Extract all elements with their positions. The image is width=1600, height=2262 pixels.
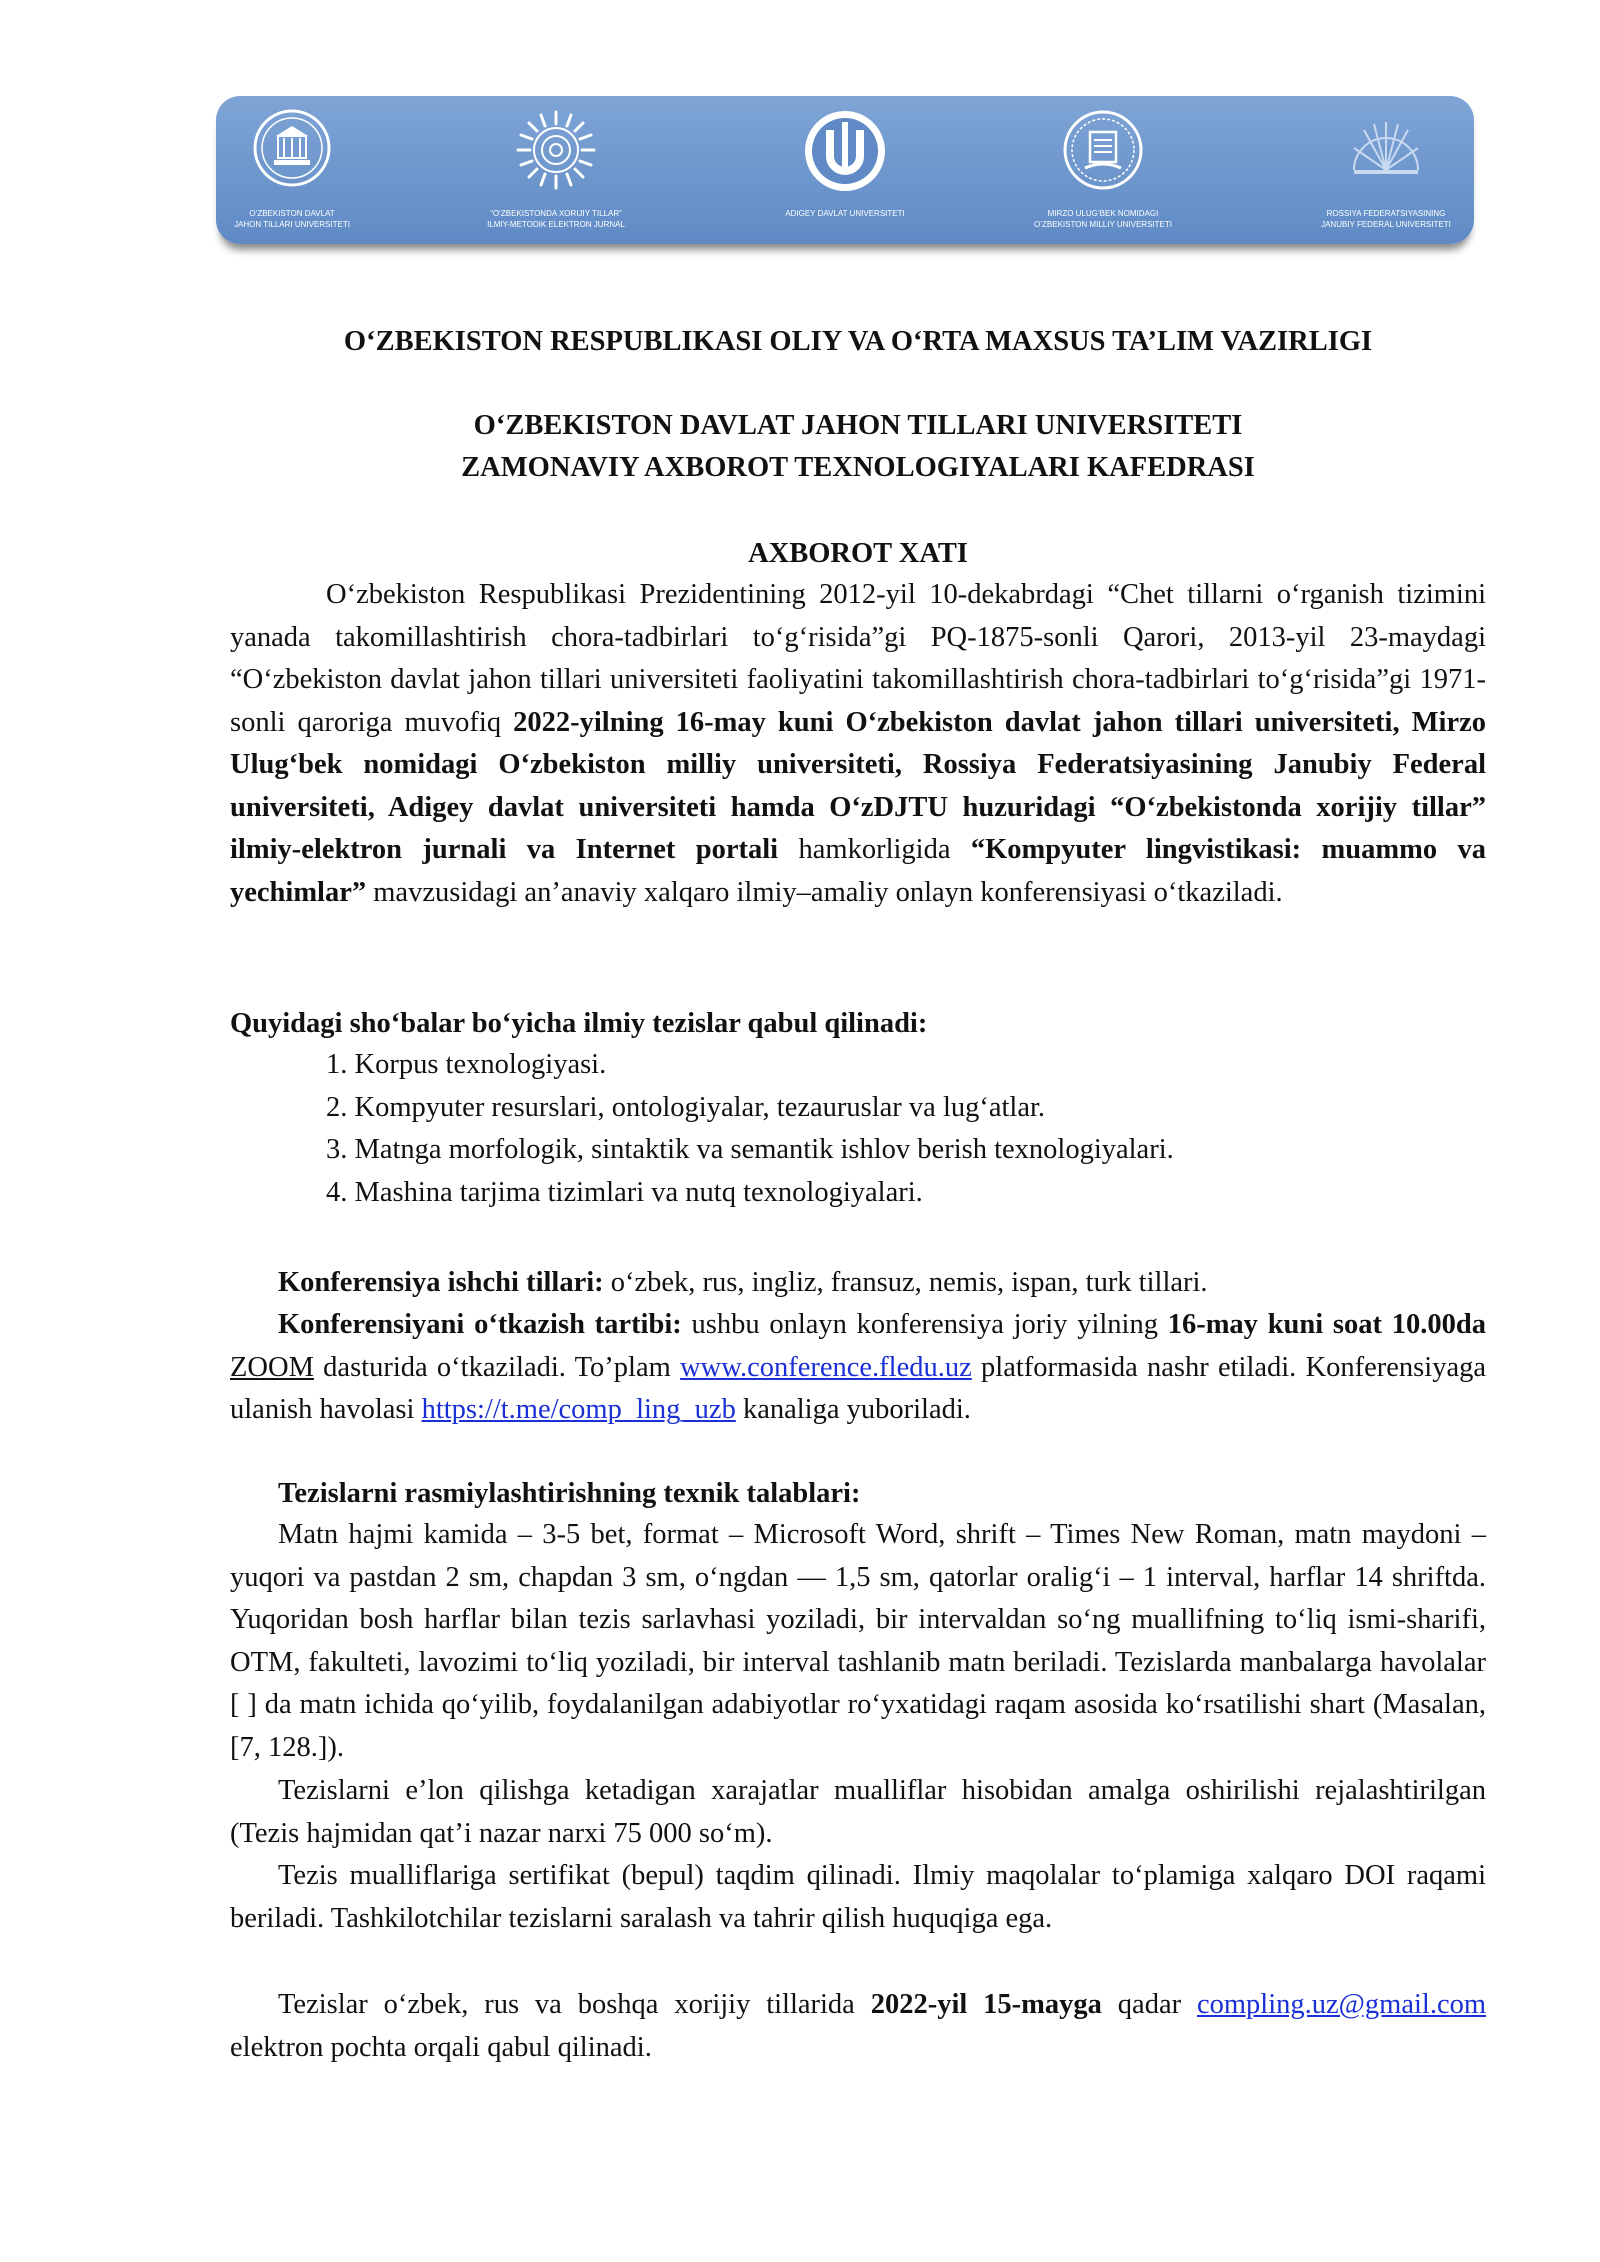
ornament-emblem-icon [514,108,598,192]
ministry-title: O‘ZBEKISTON RESPUBLIKASI OLIY VA O‘RTA MAXSUS TA’LIM VAZIRLIGI [343,326,1373,357]
list-item: 3. Matnga morfologik, sintaktik va semantik ishlov berish texnologiyalari. [326,1134,1174,1165]
order-text: ushbu onlayn konferensiya joriy yilning [681,1309,1168,1340]
logo-adigey [715,96,975,244]
deadline-text: qadar [1101,1989,1197,2020]
logo-sfedu [1256,96,1516,244]
requirements-p1: Matn hajmi kamida – 3-5 bet, format – Microsoft Word, shrift – Times New Roman, matn maydoni – yuqori va pastdan 2 sm, chapdan 3 sm, o‘ngdan — 1,5 sm, qatorlar oralig‘i – 1 interval, harflar 14 shriftda. Yuqoridan bosh harflar bilan tezis sarlavhasi yoziladi, bir intervaldan so‘ng muallifning to‘liq ismi-sharifi, OTM, fakulteti, lavozimi to‘liq yoziladi, bir interval tashlanib matn beriladi. Tezislarda manbalarga havolalar [ ] da matn ichida qo‘yilib, foydalanilgan adabiyotlar ro‘yxatidagi raqam asosida ko‘rsatilishi shart (Masalan, [7, 128.]). [230,1519,1486,1763]
adigey-u-logo-icon [802,108,888,194]
order-text: platformasida nashr etiladi. Konferensiyaga ulanish havolasi [230,1351,1486,1425]
logo-caption: ROSSIYA FEDERATSIYASINING JANUBIY FEDERAL UNIVERSITETI [1321,209,1451,229]
languages-label: Konferensiya ishchi tillari: [278,1267,604,1298]
conference-site-link[interactable]: www.conference.fledu.uz [680,1351,972,1383]
intro-text: mavzusidagi an’anaviy xalqaro ilmiy–amaliy onlayn konferensiyasi o‘tkaziladi. [366,876,1283,908]
conference-order [230,1304,1486,1432]
sections-heading: Quyidagi sho‘balar bo‘yicha ilmiy tezislar qabul qilinadi: [230,1008,928,1039]
sections-list [326,1044,1174,1214]
deadline-text: elektron pochta orqali qabul qilinadi. [230,2031,652,2063]
partner-logos-banner [216,96,1474,244]
deadline-date: 2022-yil 15-mayga [870,1989,1102,2020]
list-item: 2. Kompyuter resurslari, ontologiyalar, tezauruslar va lug‘atlar. [326,1091,1046,1123]
department-title: ZAMONAVIY AXBOROT TEXNOLOGIYALARI KAFEDRASI [461,452,1255,483]
order-text: dasturida o‘tkaziladi. To’plam [313,1351,681,1383]
logo-uzswlu [162,96,422,244]
document-title: AXBOROT XATI [748,538,968,569]
requirements-p3: Tezis mualliflariga sertifikat (bepul) taqdim qilinadi. Ilmiy maqolalar to‘plamiga xalqaro DOI raqami beriladi. Tashkilotchilar tezislarni saralash va tahrir qilish huquqiga ega. [230,1860,1486,1934]
conference-languages [230,1262,1486,1305]
intro-text: hamkorligida [778,834,971,865]
deadline-text: Tezislar o‘zbek, rus va boshqa xorijiy tillarida [278,1989,871,2020]
order-text: kanaliga yuboriladi. [735,1394,971,1425]
list-item: 1. Korpus texnologiyasi. [326,1049,607,1080]
conference-topic: “Kompyuter lingvistikasi: muammo va yechimlar” [230,834,1486,908]
logo-caption: MIRZO ULUG‘BEK NOMIDAGI O‘ZBEKISTON MILLIY UNIVERSITETI [1034,209,1172,229]
logo-caption: “O‘ZBEKISTONDA XORIJIY TILLAR” ILMIY-METODIK ELEKTRON JURNAL [487,209,625,229]
zoom-link[interactable]: ZOOM [230,1351,314,1383]
languages-value: o‘zbek, rus, ingliz, fransuz, nemis, ispan, turk tillari. [603,1267,1208,1298]
intro-bold-partners: 2022-yilning 16-may kuni O‘zbekiston davlat jahon tillari universiteti, Mirzo Ulug‘bek nomidagi O‘zbekiston milliy universiteti, Rossiya Federatsiyasining Janubiy Federal universiteti, Adigey davlat universiteti hamda O‘zDJTU huzuridagi “O‘zbekistonda xorijiy tillar” ilmiy-elektron jurnali va Internet portali [230,706,1486,865]
logo-caption: O‘ZBEKISTON DAVLAT JAHON TILLARI UNIVERSITETI [234,209,350,229]
intro-text: O‘zbekiston Respublikasi Prezidentining 2012-yil 10-dekabrdagi “Chet tillarni o‘rganish tizimini yanada takomillashtirish chora-tadbirlari to‘g‘risida”gi PQ-1875-sonli Qarori, 2013-yil 23-maydagi “O‘zbekiston davlat jahon tillari universiteti faoliyatini takomillashtirish chora-tadbirlari to‘g‘risida”gi 1971-sonli qaroriga muvofiq [230,579,1486,738]
university-seal-icon [252,108,332,188]
date-time: 16-may kuni soat 10.00da [1167,1309,1486,1340]
logo-nuuz [973,96,1233,244]
university-title: O‘ZBEKISTON DAVLAT JAHON TILLARI UNIVERSITETI [473,410,1243,441]
logo-journal [426,96,686,244]
order-label: Konferensiyani o‘tkazish tartibi: [278,1309,682,1340]
mirzo-ulugbek-seal-icon [1061,108,1145,192]
requirements-heading: Tezislarni rasmiylashtirishning texnik talablari: [278,1478,861,1509]
logo-caption: ADIGEY DAVLAT UNIVERSITETI [785,209,905,218]
requirements-p2: Tezislarni e’lon qilishga ketadigan xarajatlar mualliflar hisobidan amalga oshirilishi rejalashtirilgan (Tezis hajmidan qat’i nazar narxi 75 000 so‘m). [230,1775,1486,1849]
sunburst-logo-icon [1344,108,1428,192]
intro-paragraph [230,574,1486,914]
telegram-link[interactable]: https://t.me/comp_ling_uzb [421,1394,736,1425]
list-item: 4. Mashina tarjima tizimlari va nutq texnologiyalari. [326,1176,923,1208]
email-link[interactable]: compling.uz@gmail.com [1196,1989,1487,2020]
deadline-paragraph [230,1984,1486,2069]
